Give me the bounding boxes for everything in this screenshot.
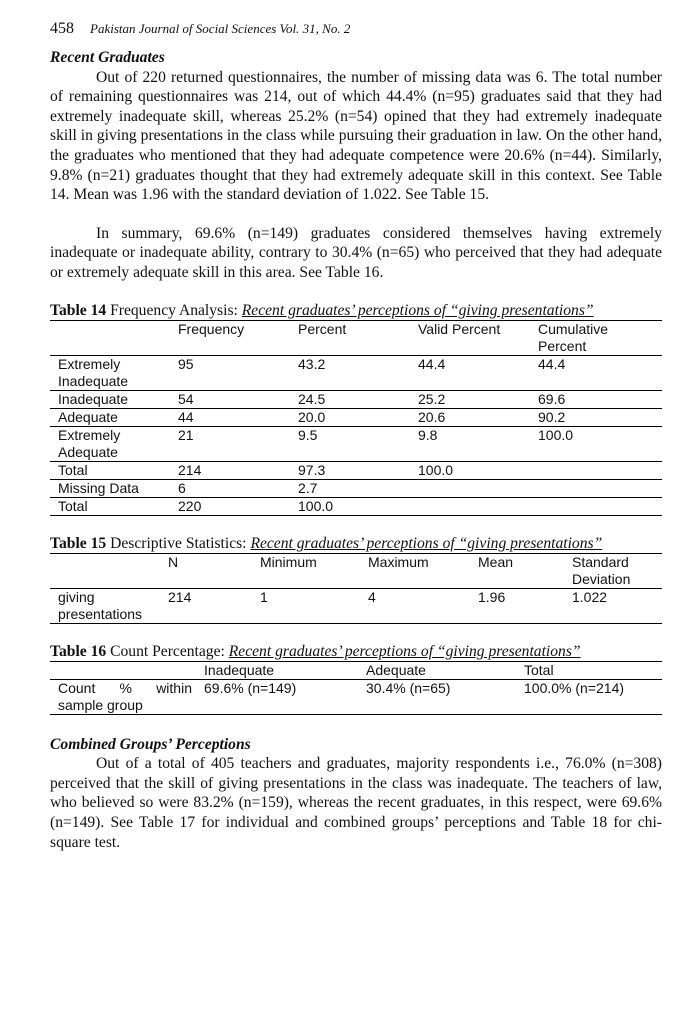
table-row xyxy=(50,355,662,390)
table-cell: 20.6 xyxy=(418,408,446,425)
table15-caption xyxy=(50,534,662,553)
table-cell: 1.022 xyxy=(572,588,608,605)
header-cell: Mean xyxy=(478,553,514,570)
header-cell: Standard Deviation xyxy=(572,553,631,587)
table15-caption-italic: Recent graduates’ perceptions of “giving presentations” xyxy=(250,534,603,552)
header-cell xyxy=(50,553,160,588)
page-header xyxy=(50,20,350,38)
row-label: giving presentations xyxy=(58,588,143,622)
row-label: Total xyxy=(58,461,88,478)
table-row xyxy=(50,479,662,497)
table-row xyxy=(50,497,662,515)
table-cell: 100.0 xyxy=(538,426,574,443)
header-cell: Percent xyxy=(298,320,347,337)
row-label: Inadequate xyxy=(58,390,129,407)
table-cell xyxy=(530,479,662,497)
table-cell: 95 xyxy=(178,355,194,372)
row-label: Total xyxy=(58,497,88,514)
table-cell: 214 xyxy=(168,588,192,605)
table14-caption xyxy=(50,301,662,320)
table-cell: 43.2 xyxy=(298,355,326,372)
paragraph-recent-graduates: Out of 220 returned questionnaires, the number of missing data was 6. The total number of remaining questionnaires was 214, out of which 44.4% (n=95) graduates said that they had extremely inadequate skill, whereas 25.2% (n=54) opined that they had extremely inadequate skill in giving presentations in the class while pursuing their graduation in law. On the other hand, the graduates who mentioned that they had adequate competence were 20.6% (n=44). Similarly, 9.8% (n=21) graduates thought that they had extremely adequate skill in this context. See Table 14. Mean was 1.96 with the standard deviation of 1.022. See Table 15. xyxy=(50,68,662,204)
table-row xyxy=(50,588,662,623)
table-cell: 44.4 xyxy=(538,355,566,372)
table16-label: Table 16 xyxy=(50,642,107,660)
table15-label: Table 15 xyxy=(50,534,107,552)
table15 xyxy=(50,553,662,624)
header-cell: Adequate xyxy=(366,661,426,678)
table16-caption-plain: Count Percentage: xyxy=(110,642,225,660)
table-cell xyxy=(530,497,662,515)
table-cell: 4 xyxy=(368,588,376,605)
table-cell: 21 xyxy=(178,426,194,443)
row-label: Extremely Adequate xyxy=(58,426,121,460)
table-row xyxy=(50,408,662,426)
page-number: 458 xyxy=(50,20,74,37)
table-cell xyxy=(410,497,530,515)
table-header-row xyxy=(50,320,662,355)
table-cell: 30.4% (n=65) xyxy=(366,679,451,696)
table-cell: 100.0% (n=214) xyxy=(524,679,625,696)
table-cell: 214 xyxy=(178,461,202,478)
table14-label: Table 14 xyxy=(50,301,107,319)
header-cell: Cumulative Percent xyxy=(538,320,609,354)
header-cell: Maximum xyxy=(368,553,429,570)
row-label: Count % within sample group xyxy=(58,679,192,713)
header-cell: N xyxy=(168,553,179,570)
section-heading-combined-groups: Combined Groups’ Perceptions xyxy=(50,735,251,753)
table-cell: 1.96 xyxy=(478,588,506,605)
table-row xyxy=(50,461,662,479)
header-cell: Total xyxy=(524,661,554,678)
paragraph-gap xyxy=(50,205,662,224)
header-cell xyxy=(50,661,196,679)
table-row xyxy=(50,390,662,408)
table-header-row xyxy=(50,553,662,588)
table-row xyxy=(50,679,662,714)
table16-caption-italic: Recent graduates’ perceptions of “giving presentations” xyxy=(228,642,581,660)
paragraph-combined-groups: Out of a total of 405 teachers and graduates, majority respondents i.e., 76.0% (n=308) perceived that the skill of giving presentations in the class was inadequate. The teachers of law, who believed so were 83.2% (n=159), whereas the recent graduates, in this respect, were 69.6% (n=149). See Table 17 for individual and combined groups’ perceptions and Table 18 for chi-square test. xyxy=(50,755,662,851)
table-row xyxy=(50,426,662,461)
header-cell: Valid Percent xyxy=(418,320,501,337)
table-cell xyxy=(530,461,662,479)
header-cell: Frequency xyxy=(178,320,245,337)
table-cell: 44.4 xyxy=(418,355,446,372)
table-cell: 100.0 xyxy=(418,461,454,478)
row-label: Adequate xyxy=(58,408,118,425)
row-label: Extremely Inadequate xyxy=(58,355,129,389)
table14 xyxy=(50,320,662,516)
table-cell: 69.6 xyxy=(538,390,566,407)
table16-caption xyxy=(50,642,662,661)
section-heading-recent-graduates: Recent Graduates xyxy=(50,49,165,66)
table-cell: 25.2 xyxy=(418,390,446,407)
table14-caption-plain: Frequency Analysis: xyxy=(110,301,238,319)
table-cell: 90.2 xyxy=(538,408,566,425)
header-cell xyxy=(50,320,170,355)
table-cell: 20.0 xyxy=(298,408,326,425)
table-cell: 97.3 xyxy=(298,461,326,478)
table-header-row xyxy=(50,661,662,679)
table-cell: 9.8 xyxy=(418,426,438,443)
page-content xyxy=(50,48,662,852)
header-cell: Inadequate xyxy=(204,661,275,678)
table14-caption-italic: Recent graduates’ perceptions of “giving presentations” xyxy=(241,301,594,319)
table-cell xyxy=(410,479,530,497)
table15-caption-plain: Descriptive Statistics: xyxy=(110,534,247,552)
table-cell: 24.5 xyxy=(298,390,326,407)
journal-title: Pakistan Journal of Social Sciences Vol. 31, No. 2 xyxy=(90,21,351,36)
table-cell: 44 xyxy=(178,408,194,425)
paragraph-summary: In summary, 69.6% (n=149) graduates considered themselves having extremely inadequate or inadequate ability, contrary to 30.4% (n=65) who perceived that they had adequate or extremely adequate skill in this area. See Table 16. xyxy=(50,224,662,281)
table-cell: 1 xyxy=(260,588,268,605)
table16 xyxy=(50,661,662,715)
table-cell: 220 xyxy=(178,497,202,514)
table-cell: 54 xyxy=(178,390,194,407)
table-cell: 6 xyxy=(178,479,186,496)
row-label: Missing Data xyxy=(58,479,139,496)
table-cell: 100.0 xyxy=(298,497,334,514)
table-cell: 69.6% (n=149) xyxy=(204,679,297,696)
table-cell: 9.5 xyxy=(298,426,318,443)
header-cell: Minimum xyxy=(260,553,317,570)
table-cell: 2.7 xyxy=(298,479,318,496)
